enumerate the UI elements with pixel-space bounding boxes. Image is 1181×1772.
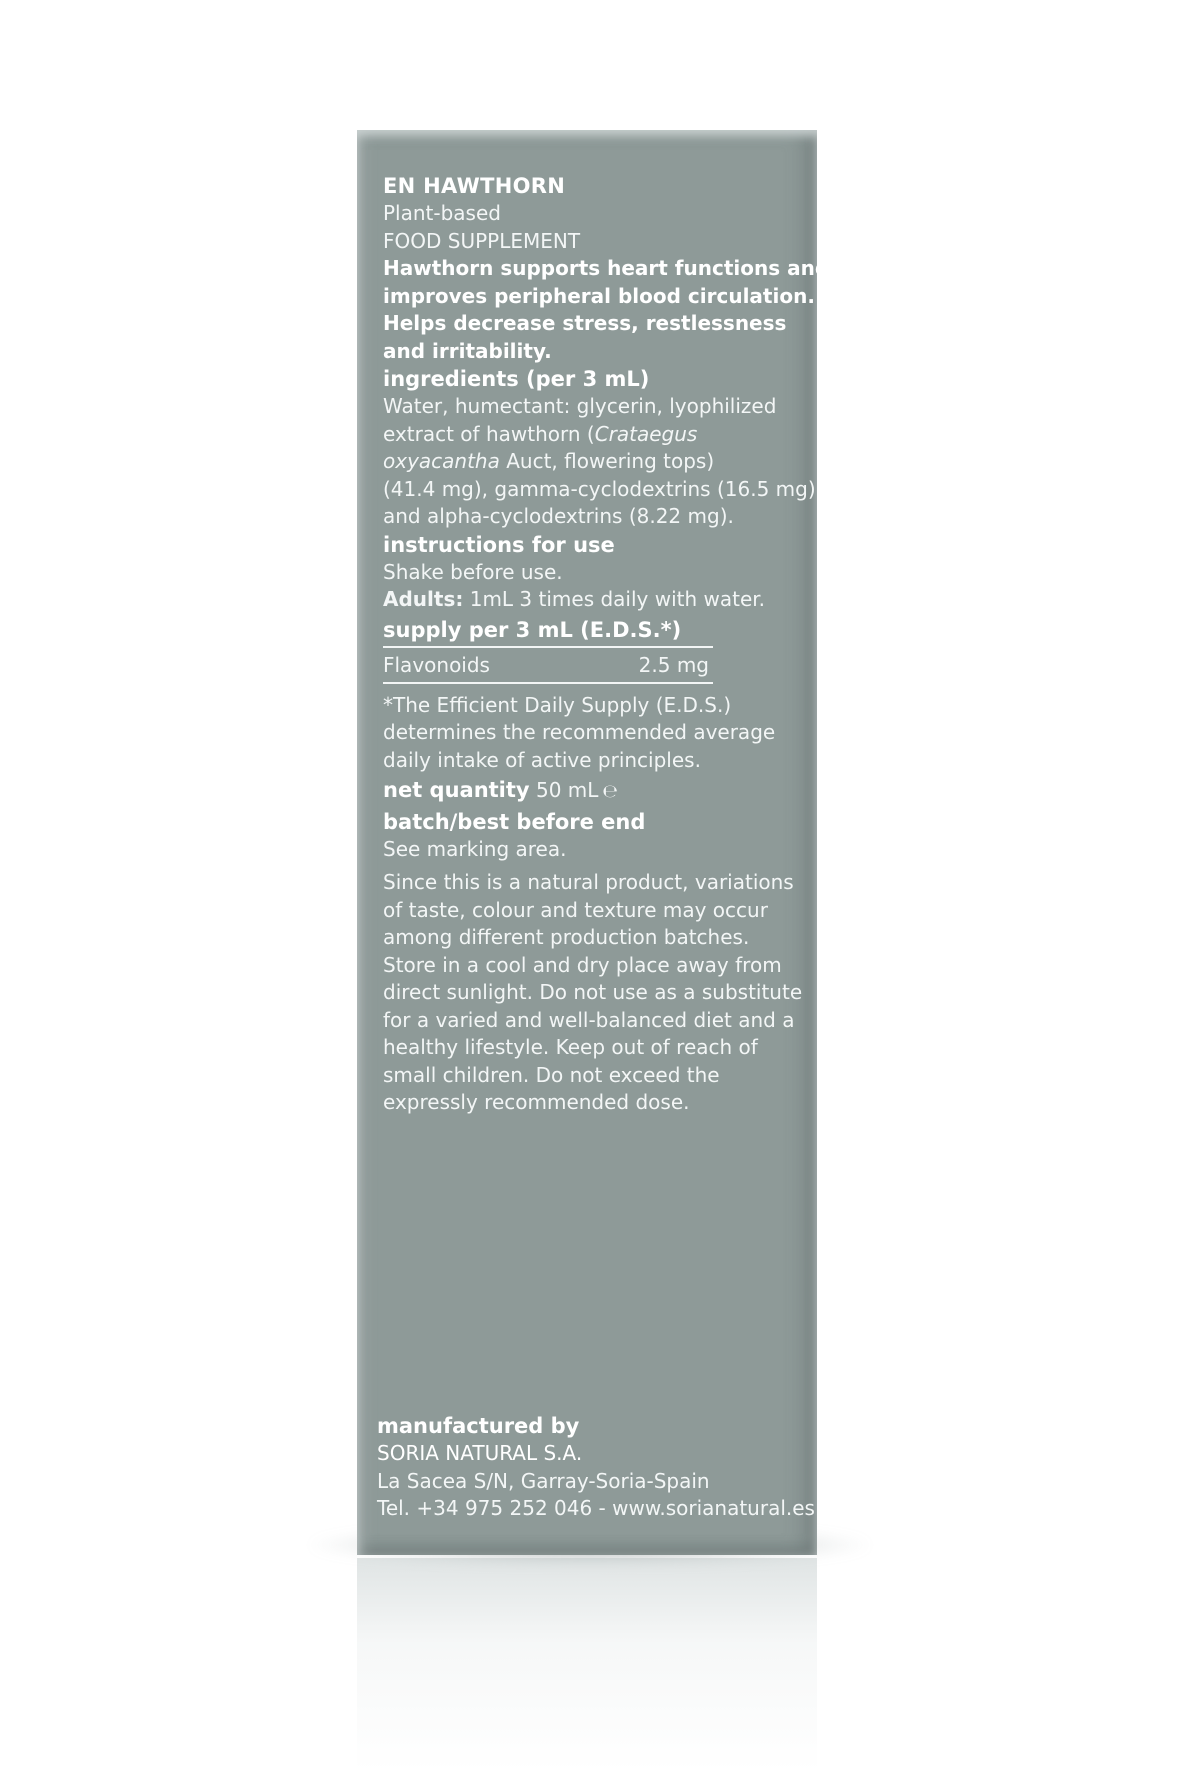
ingredients-heading: ingredients (per 3 mL): [383, 367, 650, 391]
notice-line: direct sunlight. Do not use as a substitute: [383, 980, 803, 1004]
manufacturer-heading: manufactured by: [377, 1414, 580, 1438]
instructions-adults: [383, 586, 803, 614]
product-subtitle-2: FOOD SUPPLEMENT: [383, 228, 581, 253]
notice-line: Since this is a natural product, variations: [383, 870, 794, 894]
ingredients-text: extract of hawthorn (: [383, 421, 595, 446]
net-quantity-value: 50 mL: [535, 778, 599, 802]
batch-text: See marking area.: [383, 836, 567, 861]
adults-text: 1mL 3 times daily with water.: [463, 587, 766, 611]
supply-table: [383, 646, 713, 684]
batch-heading: batch/best before end: [383, 809, 646, 834]
label-content: [383, 172, 830, 1117]
supply-value: 2.5 mg: [638, 652, 709, 677]
ingredients-line: (41.4 mg), gamma-cyclodextrins (16.5 mg): [383, 476, 816, 501]
supply-name: Flavonoids: [383, 652, 490, 677]
ingredients-latin-name: Crataegus: [594, 421, 698, 446]
ingredients-line: and alpha-cyclodextrins (8.22 mg).: [383, 504, 734, 528]
adults-label: Adults:: [383, 587, 464, 611]
eds-note-line: *The Efficient Daily Supply (E.D.S.): [383, 692, 732, 717]
ingredients-latin-name: oxyacantha: [383, 449, 500, 473]
notice-line: Store in a cool and dry place away from: [383, 952, 782, 977]
manufacturer-name: SORIA NATURAL S.A.: [377, 1441, 583, 1465]
notice-line: healthy lifestyle. Keep out of reach of: [383, 1035, 758, 1059]
notice-line: small children. Do not exceed the: [383, 1062, 720, 1087]
manufacturer-contact: Tel. +34 975 252 046 - www.sorianatural.es: [377, 1496, 815, 1520]
description-line: and irritability.: [383, 338, 552, 363]
notice-line: expressly recommended dose.: [383, 1090, 690, 1114]
description-line: Helps decrease stress, restlessness: [383, 311, 787, 335]
ingredients-line: Water, humectant: glycerin, lyophilized: [383, 394, 777, 418]
instructions-heading: instructions for use: [383, 532, 615, 557]
description-line: improves peripheral blood circulation.: [383, 283, 815, 308]
eds-note-line: daily intake of active principles.: [383, 747, 701, 772]
net-quantity-label: net quantity: [383, 778, 530, 802]
instructions-line: Shake before use.: [383, 559, 563, 584]
box-reflection: [357, 1558, 817, 1772]
product-subtitle-1: Plant-based: [383, 201, 501, 225]
manufacturer-block: [377, 1412, 815, 1523]
notice-line: of taste, colour and texture may occur: [383, 897, 768, 922]
ingredients-text: Auct, flowering tops): [499, 449, 715, 473]
estimated-sign-icon: ℮: [602, 781, 618, 802]
net-quantity: [383, 776, 803, 806]
supply-heading: supply per 3 mL (E.D.S.*): [383, 617, 682, 642]
notice-line: among different production batches.: [383, 925, 750, 949]
manufacturer-address: La Sacea S/N, Garray-Soria-Spain: [377, 1468, 710, 1493]
ingredients-line: [383, 421, 803, 449]
ingredients-line: [383, 448, 803, 476]
product-title: EN HAWTHORN: [383, 174, 566, 198]
eds-note-line: determines the recommended average: [383, 720, 776, 744]
notice-line: for a varied and well-balanced diet and a: [383, 1007, 795, 1032]
table-row: [383, 648, 713, 682]
product-box: [357, 130, 830, 1555]
description-line: Hawthorn supports heart functions and: [383, 256, 830, 280]
